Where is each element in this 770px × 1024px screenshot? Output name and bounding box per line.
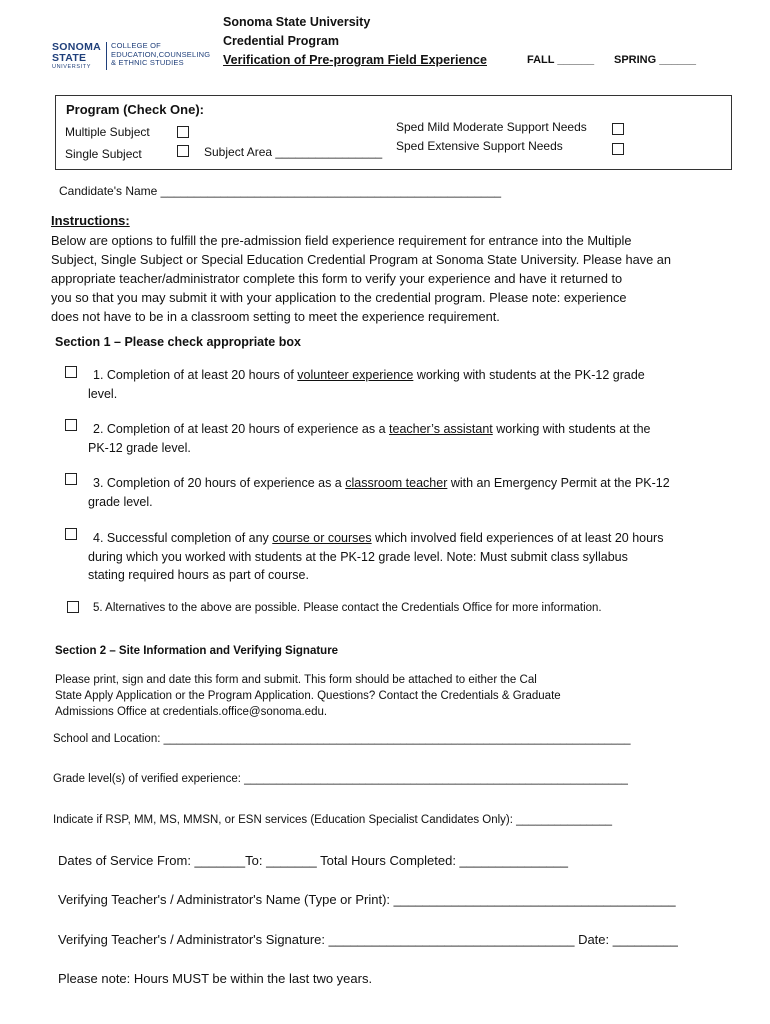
sped-extensive-checkbox[interactable] <box>612 143 624 155</box>
option-5-checkbox[interactable] <box>67 601 79 613</box>
single-subject-checkbox[interactable] <box>177 145 189 157</box>
dates-of-service-field[interactable]: Dates of Service From: _______To: _______ Total Hours Completed: _______________ <box>58 853 568 868</box>
logo-college-line3: & ETHNIC STUDIES <box>111 58 184 67</box>
logo-college-line1: COLLEGE OF <box>111 41 161 50</box>
option-1-checkbox[interactable] <box>65 366 77 378</box>
instructions-heading: Instructions: <box>51 213 130 228</box>
instructions-line: does not have to be in a classroom setting to meet the experience requirement. <box>51 309 500 324</box>
section2-paragraph: Please print, sign and date this form and submit. This form should be attached to either the Cal State Apply Application or the Program Application. Questions? Contact the Credentials & Graduate Admissions Office at credentials.office@sonoma.edu. <box>55 674 561 718</box>
logo-state: STATE <box>52 52 87 64</box>
option-5: 5. Alternatives to the above are possible. Please contact the Credentials Office for more information. <box>93 602 602 614</box>
option-1: 1. Completion of at least 20 hours of volunteer experience working with students at the PK-12 grade level. <box>88 368 645 401</box>
instructions-line: Subject, Single Subject or Special Education Credential Program at Sonoma State University. Please have an <box>51 252 672 267</box>
sped-mild-checkbox[interactable] <box>612 123 624 135</box>
verifier-signature-field[interactable]: Verifying Teacher's / Administrator's Signature: __________________________________ Date: _________ <box>58 932 678 947</box>
option-2: 2. Completion of at least 20 hours of experience as a teacher’s assistant working with students at the PK-12 grade level. <box>88 422 651 455</box>
option-3-checkbox[interactable] <box>65 473 77 485</box>
multiple-subject-label: Multiple Subject <box>65 125 150 139</box>
option-4-checkbox[interactable] <box>65 528 77 540</box>
section2-heading: Section 2 – Site Information and Verifying Signature <box>55 645 339 657</box>
sped-extensive-label: Sped Extensive Support Needs <box>396 139 563 153</box>
instructions-line: appropriate teacher/administrator complete this form to verify your experience and have it returned to <box>51 271 623 286</box>
title-university: Sonoma State University <box>223 15 371 29</box>
university-logo <box>52 42 217 74</box>
option-4: 4. Successful completion of any course or courses which involved field experiences of at least 20 hours during which you worked with students at the PK-12 grade level. Note: Must submit class syllabus stating required hours as part of course. <box>88 531 664 582</box>
instructions-line: you so that you may submit it with your application to the credential program. Please note: experience <box>51 290 627 305</box>
candidate-name-field[interactable]: Candidate's Name ___________________________________________________ <box>59 184 502 198</box>
program-heading: Program (Check One): <box>66 102 204 117</box>
logo-divider <box>106 42 107 70</box>
school-location-field[interactable]: School and Location: _________________________________________________________________________ <box>53 733 631 745</box>
section1-heading: Section 1 – Please check appropriate box <box>55 335 301 349</box>
option-3: 3. Completion of 20 hours of experience as a classroom teacher with an Emergency Permit at the PK-12 grade level. <box>88 476 670 509</box>
instructions-body <box>51 231 671 326</box>
logo-college <box>111 42 210 68</box>
subject-area-field[interactable]: Subject Area ________________ <box>204 145 383 159</box>
fall-field[interactable]: FALL ______ <box>527 54 595 66</box>
spring-field[interactable]: SPRING ______ <box>614 54 696 66</box>
hours-note: Please note: Hours MUST be within the last two years. <box>58 971 373 986</box>
option-2-checkbox[interactable] <box>65 419 77 431</box>
logo-university: UNIVERSITY <box>52 64 92 70</box>
verifier-name-field[interactable]: Verifying Teacher's / Administrator's Name (Type or Print): _______________________________________ <box>58 892 676 907</box>
title-form: Verification of Pre-program Field Experience <box>223 53 487 67</box>
logo-sonoma: SONOMA <box>52 41 102 53</box>
logo-college-line2: EDUCATION,COUNSELING <box>111 49 211 59</box>
grade-level-field[interactable]: Grade level(s) of verified experience: ____________________________________________________________ <box>53 773 628 785</box>
instructions-line: Below are options to fulfill the pre-admission field experience requirement for entrance into the Multiple <box>51 233 632 248</box>
single-subject-label: Single Subject <box>65 147 142 161</box>
title-program: Credential Program <box>223 34 340 48</box>
sped-mild-label: Sped Mild Moderate Support Needs <box>396 120 587 134</box>
multiple-subject-checkbox[interactable] <box>177 126 189 138</box>
services-field[interactable]: Indicate if RSP, MM, MS, MMSN, or ESN services (Education Specialist Candidates Only): _______________ <box>53 814 613 826</box>
